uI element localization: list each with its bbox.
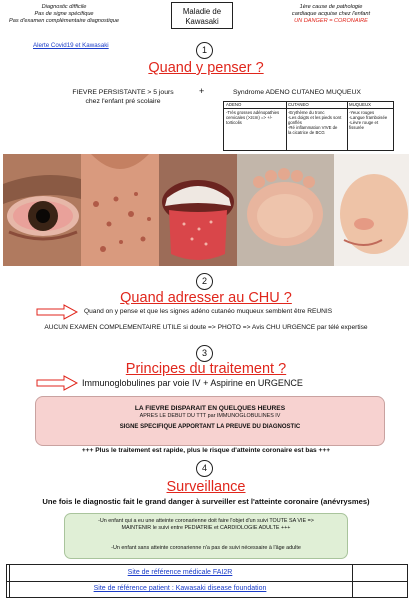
step-number-1: 1 xyxy=(196,42,213,59)
reference-links-table xyxy=(6,564,408,598)
syndrome-col-header: MUQUEUX xyxy=(347,102,393,109)
photo-trunk-rash xyxy=(81,154,159,266)
photo-red-eye xyxy=(3,154,81,266)
fever-response-proof: SIGNE SPECIFIQUE APPORTANT LA PREUVE DU DIAGNOSTIC xyxy=(119,424,301,430)
photo-child-profile xyxy=(334,154,409,266)
arrow-icon xyxy=(36,304,78,320)
referral-criteria: Quand on y pense et que les signes adéno cutanéo muqueux semblent être REUNIS xyxy=(84,308,333,315)
syndrome-col-body: -Yeux rouges -Langue framboisée -Lèvre rouge et fissurée xyxy=(349,110,388,130)
plus-sign: + xyxy=(199,86,205,96)
fever-response-box xyxy=(35,396,385,446)
page-title-line: Kawasaki xyxy=(185,16,219,26)
section1-title: Quand y penser ? xyxy=(148,60,264,76)
header-left-notes xyxy=(6,4,122,25)
table-divider xyxy=(7,581,407,582)
header-right-line: cardiaque acquise chez l'enfant xyxy=(291,11,371,17)
follow-up-line: -Un enfant qui a eu une atteinte coronarienne doit faire l'objet d'un suivi TOUTE SA VIE => xyxy=(98,518,314,524)
syndrome-col-body: -Erythème du tronc -Les doigts et les pieds sont gonflés -Ré inflammation VIVE de la cicatrice de BCG xyxy=(288,110,342,135)
section4-title: Surveillance xyxy=(166,479,246,495)
follow-up-box xyxy=(64,513,348,559)
covid-alert-link[interactable]: Alerte Covid19 et Kawasaki xyxy=(33,42,109,49)
treatment-line: Immunoglobulines par voie IV + Aspirine en URGENCE xyxy=(82,378,303,388)
syndrome-col-muqueux xyxy=(347,102,393,150)
follow-up-line: MAINTENIR le suivi entre PEDIATRIE et CARDIOLOGIE ADULTE +++ xyxy=(121,525,291,531)
patient-reference-link[interactable]: Site de référence patient : Kawasaki disease foundation xyxy=(93,585,267,592)
step-number-2: 2 xyxy=(196,273,213,290)
referral-procedure: AUCUN EXAMEN COMPLEMENTAIRE UTILE si doute => PHOTO => Avis CHU URGENCE par télé expertise xyxy=(44,324,368,331)
section2-title: Quand adresser au CHU ? xyxy=(120,290,292,306)
photo-strawberry-tongue xyxy=(159,154,237,266)
fever-line: FIEVRE PERSISTANTE > 5 jours xyxy=(72,89,174,96)
header-left-line: Diagnostic difficile xyxy=(41,4,87,10)
danger-alert: UN DANGER = CORONAIRE xyxy=(294,18,368,24)
header-right-line: 1ère cause de pathologie xyxy=(299,4,363,10)
syndrome-title: Syndrome ADENO CUTANEO MUQUEUX xyxy=(233,89,361,96)
syndrome-col-header: CUTANEO xyxy=(286,102,347,109)
photo-swollen-feet xyxy=(237,154,334,266)
syndrome-col-adeno xyxy=(224,102,287,150)
section3-title: Principes du traitement ? xyxy=(125,361,287,377)
page-title-line: Maladie de xyxy=(182,7,222,16)
page-title-box xyxy=(171,2,233,29)
syndrome-col-cutaneo xyxy=(286,102,348,150)
follow-up-line: -Un enfant sans atteinte coronarienne n'a pas de suivi nécessaire à l'âge adulte xyxy=(111,545,301,551)
syndrome-table xyxy=(223,101,394,151)
fever-response-headline: LA FIEVRE DISPARAIT EN QUELQUES HEURES xyxy=(134,405,286,412)
syndrome-col-header: ADENO xyxy=(224,102,286,109)
fever-response-detail: APRES LE DEBUT DU TTT par IMMUNOGLOBULINES IV xyxy=(139,413,281,419)
syndrome-col-body: -Très grosses adénopathies cervicales (>2cm) => +/- torticolis xyxy=(226,110,280,125)
header-left-line: Pas de signe spécifique xyxy=(34,11,94,17)
arrow-icon xyxy=(36,375,78,391)
medical-reference-link[interactable]: Site de référence médicale FAI2R xyxy=(127,569,233,576)
fever-line: chez l'enfant pré scolaire xyxy=(85,97,161,105)
surveillance-subtitle: Une fois le diagnostic fait le grand danger à surveiller est l'atteinte coronaire (anévrysmes) xyxy=(42,497,370,506)
header-right-notes xyxy=(272,4,390,25)
fever-criteria xyxy=(60,89,186,106)
step-number-3: 3 xyxy=(196,345,213,362)
step-number-4: 4 xyxy=(196,460,213,477)
header-left-line: Pas d'examen complémentaire diagnostique xyxy=(9,18,119,24)
treatment-speed-note: +++ Plus le traitement est rapide, plus le risque d'atteinte coronaire est bas +++ xyxy=(81,447,331,454)
